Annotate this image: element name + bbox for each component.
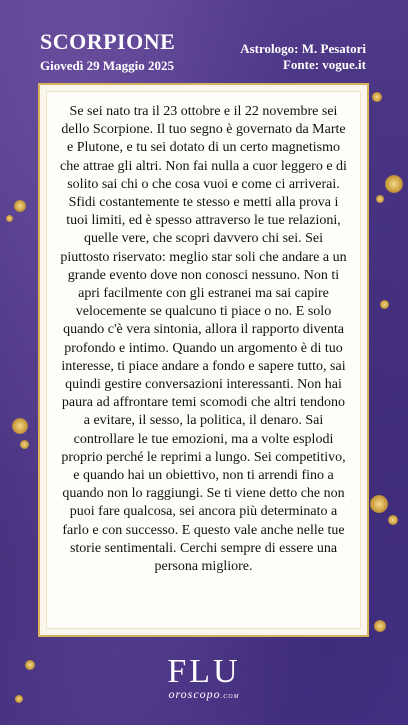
gold-dust-decoration — [370, 495, 388, 513]
gold-dust-decoration — [376, 195, 384, 203]
gold-dust-decoration — [20, 440, 29, 449]
logo-suffix: .COM — [220, 694, 240, 700]
horoscope-date: Giovedì 29 Maggio 2025 — [40, 58, 174, 73]
brand-logo — [0, 655, 408, 702]
gold-dust-decoration — [14, 200, 26, 212]
gold-dust-decoration — [385, 175, 403, 193]
logo-sub-text — [0, 687, 408, 702]
page-title: SCORPIONE — [40, 29, 176, 54]
gold-dust-decoration — [372, 92, 382, 102]
astrologer-credit: Astrologo: M. Pesatori — [240, 41, 366, 56]
gold-dust-decoration — [388, 515, 398, 525]
gold-dust-decoration — [6, 215, 13, 222]
horoscope-card-inner — [46, 91, 361, 629]
logo-main-text: FLU — [167, 653, 241, 690]
source-credit: Fonte: vogue.it — [282, 57, 366, 72]
horoscope-card — [38, 83, 369, 637]
header-left — [40, 30, 175, 74]
gold-dust-decoration — [374, 620, 386, 632]
gold-dust-decoration — [12, 418, 28, 434]
header-right — [240, 41, 366, 73]
horoscope-text: Se sei nato tra il 23 ottobre e il 22 novembre sei dello Scorpione. Il tuo segno è governato da Marte e Plutone, e tu sei dotato di un certo magnetismo che attrae gli altri. Non fai nulla a cuor leggero e di solito sai chi o che cosa vuoi e come ci arriverai. Sfidi costantemente te stesso e metti alla prova i tuoi limiti, ed è spesso attraverso le tue relazioni, quelle vere, che scopri davvero chi sei. Sei piuttosto riservato: meglio star soli che andare a un grande evento dove non conosci nessuno. Non ti apri facilmente con gli estranei ma sai capire velocemente se qualcuno ti piace o no. E solo quando c'è vera sintonia, allora il rapporto diventa profondo e intimo. Quando un argomento è di tuo interesse, ti piace andare a fondo e sapere tutto, sai quindi gestire conversazioni interessanti. Non hai paura ad affrontare temi scomodi che altri tendono a evitare, il sesso, la politica, il denaro. Sai controllare le tue emozioni, ma a volte esplodi proprio perché le reprimi a lungo. Sei competitivo, e quando hai un obiettivo, non ti arrendi fino a quando non lo raggiungi. Se ti viene detto che non puoi fare qualcosa, sei ancora più determinato a farlo e con successo. E questo vale anche nelle tue storie sentimentali. Cerchi sempre di essere una persona migliore. — [60, 104, 347, 575]
gold-dust-decoration — [380, 300, 389, 309]
logo-sub-word: oroscopo — [168, 687, 221, 701]
